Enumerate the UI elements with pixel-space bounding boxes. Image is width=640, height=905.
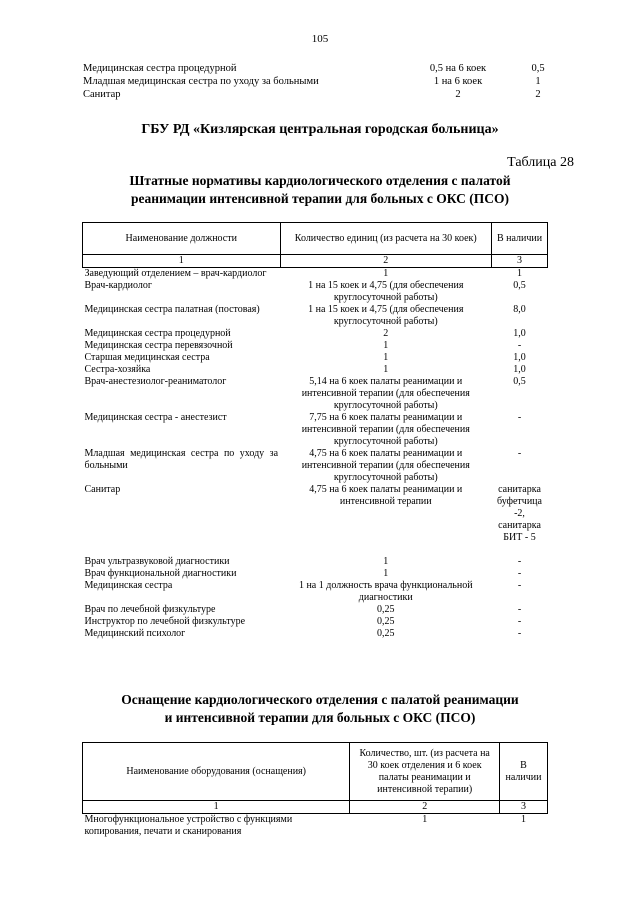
table1-title-line: Штатные нормативы кардиологического отделения с палатой — [129, 173, 511, 188]
table1-title — [0, 172, 640, 208]
column-number: 2 — [350, 801, 500, 814]
list-item — [83, 88, 563, 101]
cell-name: Медицинская сестра - анестезист — [84, 412, 227, 423]
cell-qty: 1 — [383, 268, 389, 279]
cell-qty: 4,75 на 6 коек палаты реанимации и интенсивной терапии (для обеспечения круглосуточной работы) — [301, 448, 470, 483]
column-number: 2 — [280, 255, 491, 268]
column-number: 1 — [83, 255, 281, 268]
table-row — [83, 412, 548, 448]
table-row — [83, 580, 548, 604]
table-row — [83, 814, 548, 839]
position-norm: 2 — [455, 89, 461, 100]
cell-available: - — [517, 604, 522, 615]
cell-available: - — [517, 448, 522, 459]
cell-qty: 0,25 — [377, 628, 395, 639]
cell-name: Врач функциональной диагностики — [84, 568, 237, 579]
position-norm: 0,5 на 6 коек — [429, 63, 487, 74]
cell-available: 1 — [521, 814, 526, 825]
position-available: 2 — [535, 89, 541, 100]
table-row — [83, 568, 548, 580]
cell-qty: 7,75 на 6 коек палаты реанимации и интенсивной терапии (для обеспечения круглосуточной работы) — [301, 412, 470, 447]
staffing-table — [82, 222, 548, 640]
cell-name: Сестра-хозяйка — [84, 364, 151, 375]
cell-name: Врач-кардиолог — [84, 280, 152, 291]
cell-available: санитарка буфетчица -2, санитарка БИТ - 5 — [497, 484, 542, 543]
table-row — [83, 484, 548, 544]
cell-qty: 0,25 — [377, 604, 395, 615]
cell-name: Медицинская сестра перевязочной — [84, 340, 233, 351]
cell-name: Заведующий отделением – врач-кардиолог — [84, 268, 267, 279]
top-staff-list — [83, 62, 563, 101]
cell-qty: 1 — [383, 340, 389, 351]
cell-available: - — [517, 628, 522, 639]
table2-title — [0, 691, 640, 727]
position-norm: 1 на 6 коек — [433, 76, 483, 87]
cell-name: Многофункциональное устройство с функциями копирования, печати и сканирования — [84, 814, 293, 837]
cell-qty: 1 на 1 должность врача функциональной диагностики — [298, 580, 473, 603]
column-header: В наличии — [500, 743, 548, 801]
cell-name: Медицинская сестра процедурной — [84, 328, 231, 339]
cell-available: - — [517, 580, 522, 591]
cell-name: Медицинская сестра — [84, 580, 173, 591]
cell-qty: 1 — [422, 814, 428, 825]
table-row — [83, 448, 548, 484]
position-name: Медицинская сестра процедурной — [83, 63, 237, 74]
cell-name: Санитар — [84, 484, 121, 495]
position-available: 1 — [535, 76, 541, 87]
table-row — [83, 304, 548, 328]
column-header: Наименование оборудования (оснащения) — [83, 743, 350, 801]
cell-available: 1,0 — [513, 328, 526, 339]
position-name: Санитар — [83, 89, 121, 100]
cell-qty: 2 — [383, 328, 389, 339]
table-row — [83, 556, 548, 568]
cell-available: - — [517, 568, 522, 579]
column-number: 3 — [492, 255, 548, 268]
cell-available: 1,0 — [513, 364, 526, 375]
cell-qty: 1 — [383, 352, 389, 363]
cell-name: Инструктор по лечебной физкультуре — [84, 616, 246, 627]
cell-name: Медицинский психолог — [84, 628, 186, 639]
cell-available: 0,5 — [513, 376, 526, 387]
cell-name: Врач по лечебной физкультуре — [84, 604, 216, 615]
cell-name: Старшая медицинская сестра — [84, 352, 210, 363]
cell-name: Врач ультразвуковой диагностики — [84, 556, 230, 567]
column-number: 1 — [83, 801, 350, 814]
table-row — [83, 340, 548, 352]
table-label: Таблица 28 — [507, 155, 574, 170]
cell-qty: 1 на 15 коек и 4,75 (для обеспечения круглосуточной работы) — [308, 304, 464, 327]
cell-available: - — [517, 412, 522, 423]
page-number: 105 — [311, 33, 329, 45]
position-available: 0,5 — [531, 63, 545, 74]
table-row — [83, 376, 548, 412]
table1-title-line: реанимации интенсивной терапии для больных с ОКС (ПСО) — [130, 191, 510, 206]
list-item — [83, 75, 563, 88]
cell-name: Младшая медицинская сестра по уходу за больными — [84, 448, 279, 471]
table-row — [83, 352, 548, 364]
table-row — [83, 604, 548, 616]
list-item — [83, 62, 563, 75]
table-row — [83, 328, 548, 340]
column-header: Количество, шт. (из расчета на 30 коек отделения и 6 коек палаты реанимации и интенсивной терапии) — [350, 743, 500, 801]
cell-available: 8,0 — [513, 304, 526, 315]
cell-qty: 4,75 на 6 коек палаты реанимации и интенсивной терапии — [309, 484, 463, 507]
table2-title-line: Оснащение кардиологического отделения с палатой реанимации — [121, 692, 519, 707]
column-header: В наличии — [492, 223, 548, 255]
table-row — [83, 280, 548, 304]
cell-qty: 0,25 — [377, 616, 395, 627]
table-row — [83, 628, 548, 640]
cell-available: - — [517, 616, 522, 627]
column-header: Количество единиц (из расчета на 30 коек) — [280, 223, 491, 255]
cell-qty: 1 — [383, 364, 389, 375]
column-number: 3 — [500, 801, 548, 814]
cell-qty: 1 — [383, 556, 389, 567]
table2-title-line: и интенсивной терапии для больных с ОКС (ПСО) — [164, 710, 476, 725]
cell-available: - — [517, 340, 522, 351]
position-name: Младшая медицинская сестра по уходу за больными — [83, 76, 319, 87]
hospital-title: ГБУ РД «Кизлярская центральная городская больница» — [141, 122, 499, 137]
cell-qty: 1 на 15 коек и 4,75 (для обеспечения круглосуточной работы) — [308, 280, 464, 303]
cell-name: Медицинская сестра палатная (постовая) — [84, 304, 260, 315]
cell-name: Врач-анестезиолог-реаниматолог — [84, 376, 227, 387]
cell-available: 1 — [517, 268, 522, 279]
table-row — [83, 364, 548, 376]
equipment-table — [82, 742, 548, 838]
cell-available: 0,5 — [513, 280, 526, 291]
table-row — [83, 268, 548, 281]
table-row — [83, 616, 548, 628]
cell-qty: 1 — [383, 568, 389, 579]
cell-available: - — [517, 556, 522, 567]
cell-qty: 5,14 на 6 коек палаты реанимации и интенсивной терапии (для обеспечения круглосуточной работы) — [301, 376, 470, 411]
cell-available: 1,0 — [513, 352, 526, 363]
column-header: Наименование должности — [83, 223, 281, 255]
